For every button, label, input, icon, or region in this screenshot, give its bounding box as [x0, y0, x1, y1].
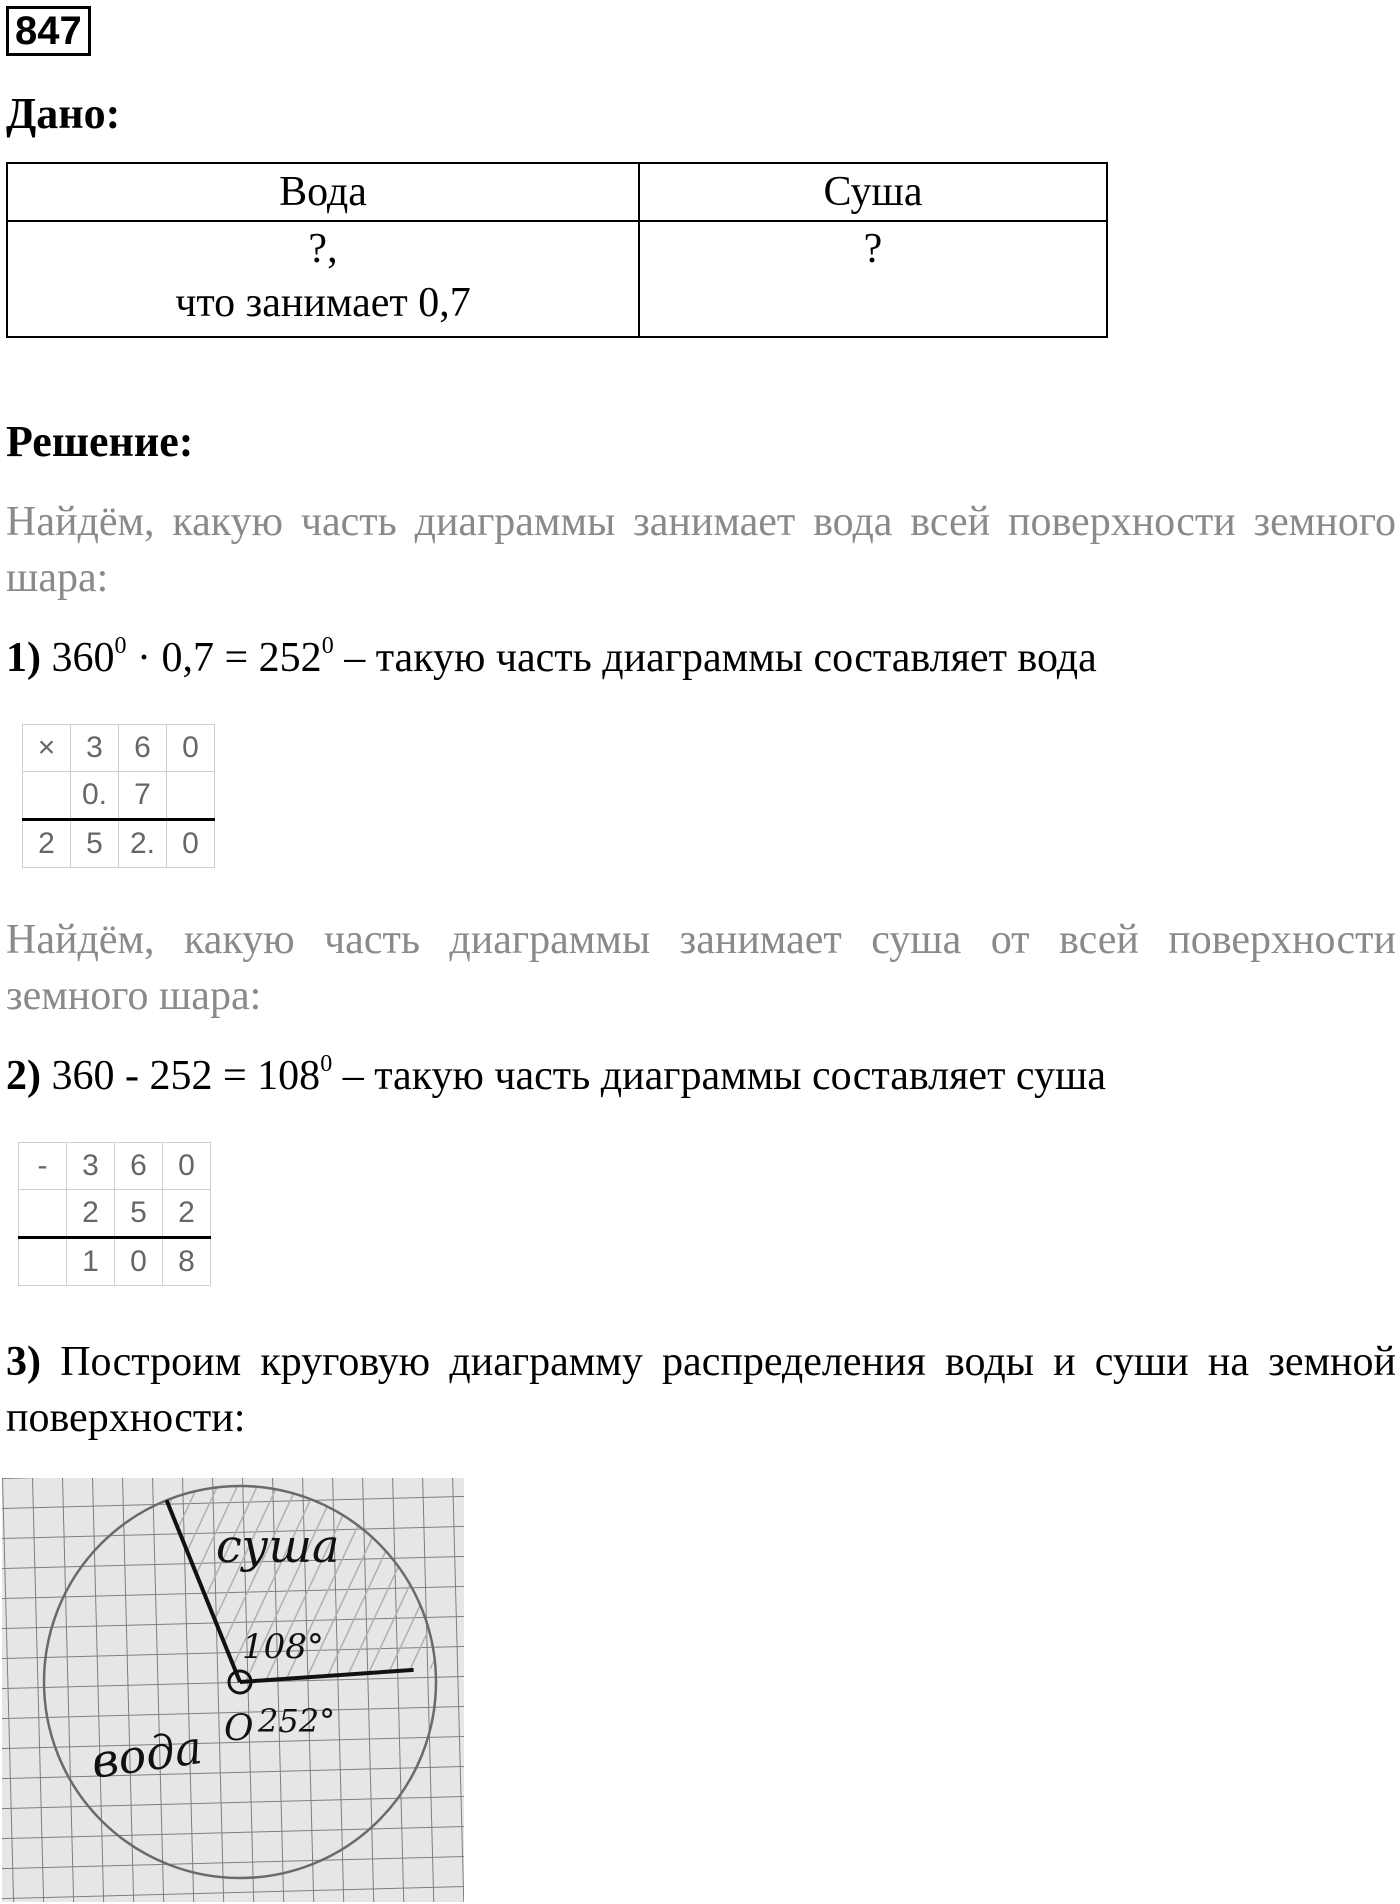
header-land: Суша: [639, 163, 1107, 221]
label-water: вода: [88, 1719, 206, 1789]
calc-cell: [167, 772, 215, 820]
calc-cell: 0.: [71, 772, 119, 820]
calc-row: [19, 1143, 211, 1190]
solution-heading: Решение:: [6, 417, 194, 466]
step-3-number: 3): [6, 1339, 41, 1385]
calc-cell: 2.: [119, 820, 167, 868]
subtraction-table: [18, 1142, 211, 1286]
degree-sup: 0: [114, 633, 127, 659]
calc-cell: 1: [67, 1238, 115, 1286]
step-1-tail: – такую часть диаграммы составляет вода: [333, 635, 1097, 681]
step-1-a: 360: [51, 635, 115, 681]
calc-cell: -: [19, 1143, 67, 1190]
degree-sup: 0: [320, 1051, 333, 1077]
calc-cell: 0: [115, 1238, 163, 1286]
calc-cell: [19, 1190, 67, 1238]
calc-result-row: [23, 820, 215, 868]
calc-cell: 7: [119, 772, 167, 820]
cell-water-line1: ?,: [308, 226, 338, 272]
calc-cell: [19, 1238, 67, 1286]
degree-sup: 0: [321, 633, 334, 659]
calc-cell: 3: [71, 725, 119, 772]
label-land: суша: [216, 1519, 340, 1573]
intro-land: Найдём, какую часть диаграммы занимает суша от всей поверхности земного шара:: [6, 917, 1396, 1019]
calc-cell: 5: [115, 1190, 163, 1238]
header-water: Вода: [7, 163, 639, 221]
step-2: [6, 1048, 1396, 1104]
step-2-a: 360 - 252 = 108: [41, 1053, 321, 1099]
calc-cell: ×: [23, 725, 71, 772]
angle-water: 252°: [258, 1702, 336, 1740]
task-number: 847: [6, 6, 91, 56]
step-1-number: 1): [6, 635, 41, 681]
step-3-text: Построим круговую диаграмму распределения воды и суши на земной поверхности:: [6, 1339, 1396, 1441]
cell-water-line2: что занимает 0,7: [175, 280, 471, 326]
calc-row: [23, 772, 215, 820]
calc-cell: 2: [163, 1190, 211, 1238]
calc-cell: 2: [23, 820, 71, 868]
given-table-row: [7, 221, 1107, 337]
calc-cell: [23, 772, 71, 820]
step-1: [6, 630, 1396, 686]
given-heading: Дано:: [6, 89, 121, 138]
step-2-tail: – такую часть диаграммы составляет суша: [332, 1053, 1106, 1099]
calc-cell: 3: [67, 1143, 115, 1190]
cell-land: ?: [639, 221, 1107, 337]
step-2-number: 2): [6, 1053, 41, 1099]
calc-cell: 0: [167, 725, 215, 772]
intro-water: Найдём, какую часть диаграммы занимает вода всей поверхности земного шара:: [6, 499, 1396, 601]
step-1-mid: · 0,7 = 252: [126, 635, 322, 681]
calc-cell: 0: [167, 820, 215, 868]
calc-cell: 6: [115, 1143, 163, 1190]
angle-land: 108°: [242, 1627, 324, 1667]
calc-row: [19, 1190, 211, 1238]
multiplication-table: [22, 724, 215, 868]
calc-result-row: [19, 1238, 211, 1286]
calc-row: [23, 725, 215, 772]
given-table: [6, 162, 1108, 338]
calc-cell: 6: [119, 725, 167, 772]
cell-water: [7, 221, 639, 337]
step-3: [6, 1334, 1396, 1446]
calc-cell: 5: [71, 820, 119, 868]
center-label: О: [224, 1708, 254, 1749]
calc-cell: 2: [67, 1190, 115, 1238]
calc-cell: 8: [163, 1238, 211, 1286]
pie-diagram: [2, 1478, 464, 1902]
given-table-header-row: [7, 163, 1107, 221]
calc-cell: 0: [163, 1143, 211, 1190]
pie-diagram-photo: [2, 1478, 464, 1902]
